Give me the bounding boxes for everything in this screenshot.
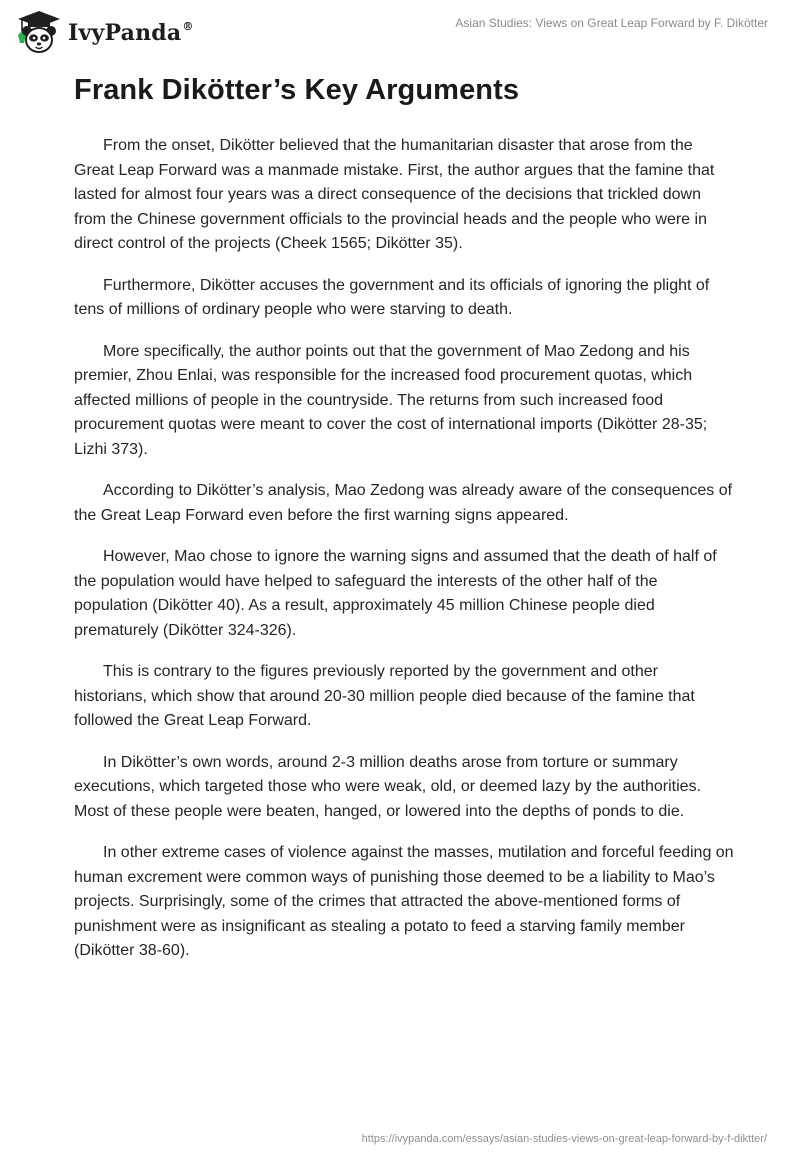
registered-mark: ® [182,20,194,33]
section-heading: Frank Dikötter’s Key Arguments [74,74,520,106]
paragraph: More specifically, the author points out that the government of Mao Zedong and his premier, Zhou Enlai, was responsible for the increased food procurement quotas, which affected millions of people in the countryside. The returns from such increased food procurement quotas were meant to cover the cost of international imports (Dikötter 28-35; Lizhi 373). [74,342,708,458]
page-header [0,0,800,60]
paragraph: In other extreme cases of violence against the masses, mutilation and forceful feeding on human excrement were common ways of punishing those deemed to be a liability to Mao’s projects. Surprisingly, some of the crimes that attracted the above-mentioned forms of punishment were as insignificant as stealing a potato to feed a starving family member (Dikötter 38-60). [74,844,734,959]
paragraph: From the onset, Dikötter believed that the humanitarian disaster that arose from the Great Leap Forward was a manmade mistake. First, the author argues that the famine that lasted for almost four years was a direct consequence of the decisions that trickled down from the Chinese government officials to the provincial heads and the people who were in direct control of the projects (Cheek 1565; Dikötter 35). [74,137,715,252]
panda-graduation-cap-icon [14,9,64,55]
source-url-link[interactable]: https://ivypanda.com/essays/asian-studies-views-on-great-leap-forward-by-f-diktter/ [361,1133,767,1145]
paragraph: According to Dikötter’s analysis, Mao Zedong was already aware of the consequences of the Great Leap Forward even before the first warning signs appeared. [74,482,733,524]
paragraph: Furthermore, Dikötter accuses the government and its officials of ignoring the plight of tens of millions of ordinary people who were starving to death. [74,276,710,318]
paragraph: In Dikötter’s own words, around 2-3 million deaths arose from torture or summary executions, which targeted those who were weak, old, or deemed lazy by the authorities. Most of these people were beaten, hanged, or lowered into the depths of ponds to die. [74,753,702,820]
brand-name: IvyPanda® [68,20,194,46]
document-title: Asian Studies: Views on Great Leap Forward by F. Dikötter [455,16,768,30]
paragraph: This is contrary to the figures previously reported by the government and other historians, which show that around 20-30 million people died because of the famine that followed the Great Leap Forward. [74,663,695,729]
brand-logo[interactable] [14,8,194,56]
paragraph: However, Mao chose to ignore the warning signs and assumed that the death of half of the population would have helped to safeguard the interests of the other half of the population (Dikötter 40). As a result, approximately 45 million Chinese people died prematurely (Dikötter 324-326). [74,548,717,639]
article-body [74,134,734,981]
